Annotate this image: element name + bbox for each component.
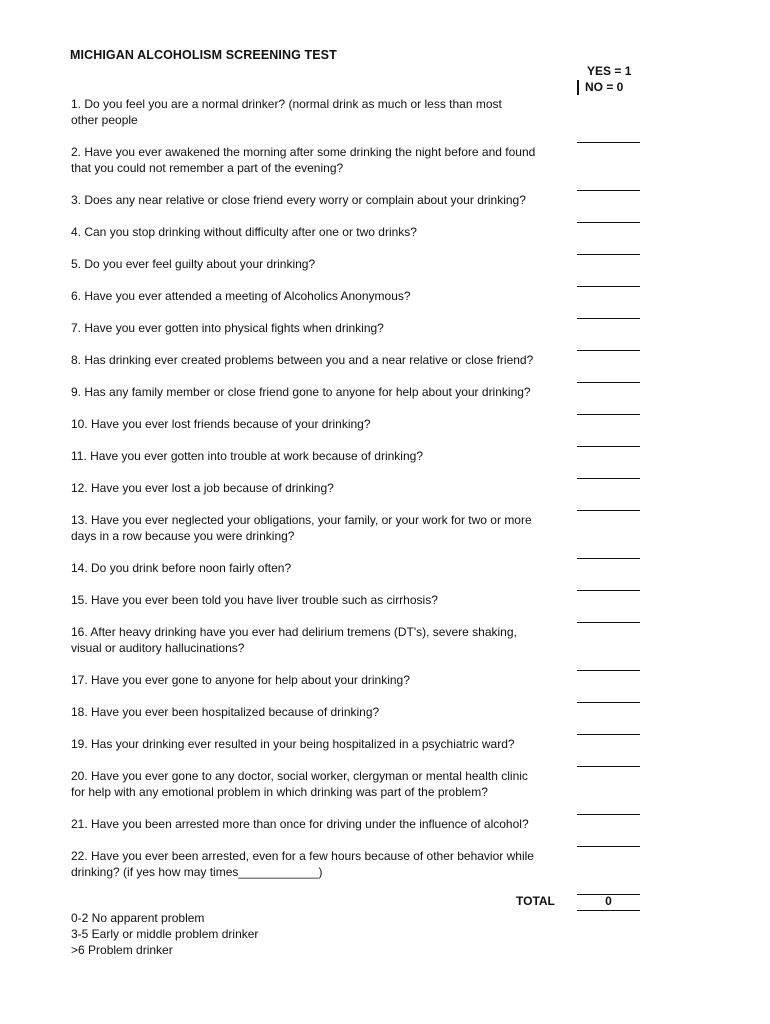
question-4-answer-blank[interactable]	[577, 254, 640, 255]
question-10-text: 10. Have you ever lost friends because of your drinking?	[71, 417, 371, 431]
question-12-answer-blank[interactable]	[577, 510, 640, 511]
question-13-text: 13. Have you ever neglected your obligations, your family, or your work for two or more days in a row because you were drinking?	[71, 513, 532, 543]
question-1-answer-blank[interactable]	[577, 142, 640, 143]
scoring-key-item: 0-2 No apparent problem	[71, 911, 205, 925]
legend-divider	[577, 80, 579, 95]
question-21-answer-blank[interactable]	[577, 846, 640, 847]
question-15-answer-blank[interactable]	[577, 622, 640, 623]
question-19-text: 19. Has your drinking ever resulted in your being hospitalized in a psychiatric ward?	[71, 737, 515, 751]
question-7-text: 7. Have you ever gotten into physical fights when drinking?	[71, 321, 384, 335]
question-20-answer-blank[interactable]	[577, 814, 640, 815]
question-16-text: 16. After heavy drinking have you ever had delirium tremens (DT's), severe shaking, visual or auditory hallucinations?	[71, 625, 517, 655]
question-9-answer-blank[interactable]	[577, 414, 640, 415]
question-8-answer-blank[interactable]	[577, 382, 640, 383]
question-6-text: 6. Have you ever attended a meeting of Alcoholics Anonymous?	[71, 289, 411, 303]
question-2-answer-blank[interactable]	[577, 190, 640, 191]
question-7-answer-blank[interactable]	[577, 350, 640, 351]
form-title: MICHIGAN ALCOHOLISM SCREENING TEST	[70, 48, 337, 62]
question-3-text: 3. Does any near relative or close friend every worry or complain about your drinking?	[71, 193, 526, 207]
question-2-text: 2. Have you ever awakened the morning after some drinking the night before and found that you could not remember a part of the evening?	[71, 145, 536, 175]
total-underline	[577, 910, 640, 911]
question-13-answer-blank[interactable]	[577, 558, 640, 559]
question-11-text: 11. Have you ever gotten into trouble at work because of drinking?	[71, 449, 423, 463]
question-21-text: 21. Have you been arrested more than once for driving under the influence of alcohol?	[71, 817, 529, 831]
question-5-text: 5. Do you ever feel guilty about your drinking?	[71, 257, 316, 271]
total-label: TOTAL	[516, 894, 555, 908]
question-11-answer-blank[interactable]	[577, 478, 640, 479]
scoring-key-item: 3-5 Early or middle problem drinker	[71, 927, 259, 941]
question-9-text: 9. Has any family member or close friend gone to anyone for help about your drinking?	[71, 385, 531, 399]
question-19-answer-blank[interactable]	[577, 766, 640, 767]
question-16-answer-blank[interactable]	[577, 670, 640, 671]
question-6-answer-blank[interactable]	[577, 318, 640, 319]
question-20-text: 20. Have you ever gone to any doctor, social worker, clergyman or mental health clinic for help with any emotional problem in which drinking was part of the problem?	[71, 769, 528, 799]
question-17-text: 17. Have you ever gone to anyone for help about your drinking?	[71, 673, 410, 687]
question-15-text: 15. Have you ever been told you have liver trouble such as cirrhosis?	[71, 593, 438, 607]
question-12-text: 12. Have you ever lost a job because of drinking?	[71, 481, 334, 495]
question-10-answer-blank[interactable]	[577, 446, 640, 447]
total-value[interactable]: 0	[605, 894, 612, 908]
question-8-text: 8. Has drinking ever created problems between you and a near relative or close friend?	[71, 353, 534, 367]
question-14-text: 14. Do you drink before noon fairly often?	[71, 561, 292, 575]
question-4-text: 4. Can you stop drinking without difficulty after one or two drinks?	[71, 225, 417, 239]
legend-yes: YES = 1	[587, 64, 632, 78]
question-18-answer-blank[interactable]	[577, 734, 640, 735]
question-1-text: 1. Do you feel you are a normal drinker? (normal drink as much or less than most other people	[71, 97, 502, 127]
question-3-answer-blank[interactable]	[577, 222, 640, 223]
scoring-key	[71, 910, 258, 958]
question-5-answer-blank[interactable]	[577, 286, 640, 287]
question-14-answer-blank[interactable]	[577, 590, 640, 591]
question-18-text: 18. Have you ever been hospitalized because of drinking?	[71, 705, 380, 719]
question-22-text: 22. Have you ever been arrested, even for a few hours because of other behavior while drinking? (if yes how may times____________)	[71, 849, 534, 879]
legend-no: NO = 0	[585, 80, 624, 94]
scoring-key-item: >6 Problem drinker	[71, 943, 173, 957]
question-17-answer-blank[interactable]	[577, 702, 640, 703]
